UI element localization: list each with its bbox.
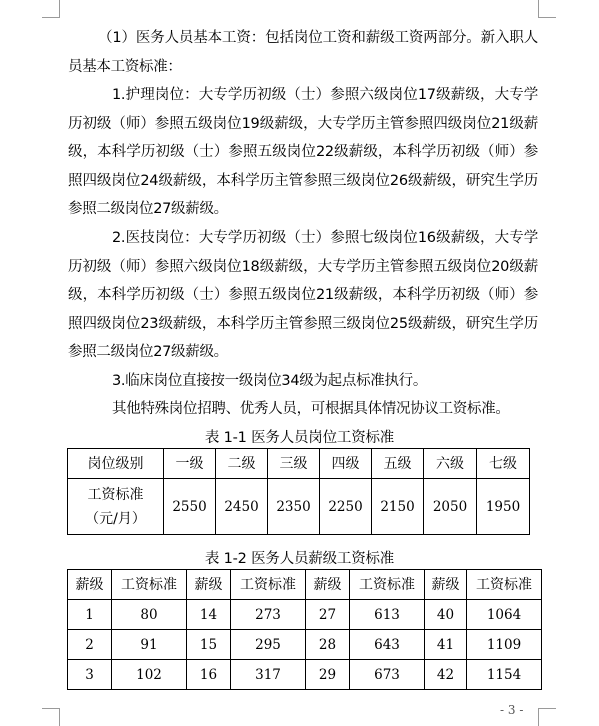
paragraph-medtech-post: 2.医技岗位：大专学历初级（士）参照七级岗位16级薪级，大专学历初级（师）参照六级岗位18级薪级，大专学历主管参照五级岗位20级薪级，本科学历初级（士）参照五级岗位21级薪级，本科学历初级（师）参照四级岗位23级薪级，本科学历主管参照三级岗位25级薪级，研究生学历参照二级岗位27级薪级。: [68, 230, 538, 361]
table2-header: 工资标准: [112, 570, 187, 600]
crop-mark: [42, 708, 60, 709]
table2-header-row: [68, 570, 542, 600]
table2-cell: 1109: [467, 630, 542, 660]
table2-cell: 1154: [467, 660, 542, 690]
table2-cell: 613: [350, 600, 425, 630]
table2-caption: 表 1-2 医务人员薪级工资标准: [204, 551, 395, 567]
table1-level: 一级: [164, 449, 216, 479]
table2-cell: 27: [306, 600, 350, 630]
table2-cell: 295: [231, 630, 306, 660]
table2-cell: 41: [425, 630, 467, 660]
table2-header: 薪级: [68, 570, 112, 600]
table2-header: 工资标准: [467, 570, 542, 600]
crop-mark: [538, 17, 556, 18]
paragraph-nursing-post: 1.护理岗位：大专学历初级（士）参照六级岗位17级薪级，大专学历初级（师）参照五级岗位19级薪级，大专学历主管参照四级岗位21级薪级，本科学历初级（士）参照五级岗位22级薪级，本科学历初级（师）参照四级岗位24级薪级，本科学历主管参照三级岗位26级薪级，研究生学历参照二级岗位27级薪级。: [68, 87, 538, 218]
table2-cell: 42: [425, 660, 467, 690]
paragraph-basic-salary: （1）医务人员基本工资：包括岗位工资和薪级工资两部分。新入职人员基本工资标准：: [68, 30, 538, 75]
crop-mark: [59, 708, 60, 726]
post-salary-table: [67, 448, 530, 535]
table2-cell: 643: [350, 630, 425, 660]
table1-level: 七级: [477, 449, 530, 479]
paragraph-clinical-post: 3.临床岗位直接按一级岗位34级为起点标准执行。: [112, 373, 428, 389]
paragraph-special-post: 其他特殊岗位招聘、优秀人员，可根据具体情况协议工资标准。: [112, 401, 510, 417]
table1-level: 六级: [424, 449, 477, 479]
table1-header-label: 岗位级别: [68, 449, 164, 479]
table2-cell: 102: [112, 660, 187, 690]
crop-mark: [42, 17, 60, 18]
table1-level: 五级: [372, 449, 424, 479]
table1-row-label-line1: 工资标准: [87, 486, 144, 503]
table2-header: 薪级: [425, 570, 467, 600]
table2-cell: 29: [306, 660, 350, 690]
table2-cell: 80: [112, 600, 187, 630]
table-row: [68, 630, 542, 660]
table2-cell: 40: [425, 600, 467, 630]
crop-mark: [59, 0, 60, 17]
table1-value: 2350: [268, 479, 320, 535]
table2-cell: 91: [112, 630, 187, 660]
table2-header: 薪级: [187, 570, 231, 600]
table2-cell: 16: [187, 660, 231, 690]
crop-mark: [538, 708, 539, 726]
table-row: [68, 600, 542, 630]
table1-value: 2250: [320, 479, 372, 535]
crop-mark: [538, 708, 556, 709]
table2-cell: 1: [68, 600, 112, 630]
table2-header: 薪级: [306, 570, 350, 600]
table2-cell: 1064: [467, 600, 542, 630]
table-row: [68, 660, 542, 690]
table2-cell: 317: [231, 660, 306, 690]
table2-cell: 2: [68, 630, 112, 660]
table2-cell: 15: [187, 630, 231, 660]
table1-value: 2150: [372, 479, 424, 535]
table1-value: 2050: [424, 479, 477, 535]
table1-level: 二级: [216, 449, 268, 479]
table2-cell: 273: [231, 600, 306, 630]
table1-row-label-line2: （元/月）: [85, 510, 146, 527]
table1-value: 1950: [477, 479, 530, 535]
page-number: - 3 -: [500, 703, 524, 717]
table1-value-row: [68, 479, 530, 535]
table1-level: 四级: [320, 449, 372, 479]
table2-header: 工资标准: [350, 570, 425, 600]
table2-cell: 673: [350, 660, 425, 690]
table2-cell: 3: [68, 660, 112, 690]
table1-level: 三级: [268, 449, 320, 479]
crop-mark: [538, 0, 539, 17]
table2-cell: 28: [306, 630, 350, 660]
table1-caption: 表 1-1 医务人员岗位工资标准: [204, 430, 395, 446]
table1-value: 2450: [216, 479, 268, 535]
table1-value: 2550: [164, 479, 216, 535]
grade-salary-table: [67, 569, 542, 690]
table1-row-label: [68, 479, 164, 535]
table2-cell: 14: [187, 600, 231, 630]
table2-header: 工资标准: [231, 570, 306, 600]
table1-header-row: [68, 449, 530, 479]
